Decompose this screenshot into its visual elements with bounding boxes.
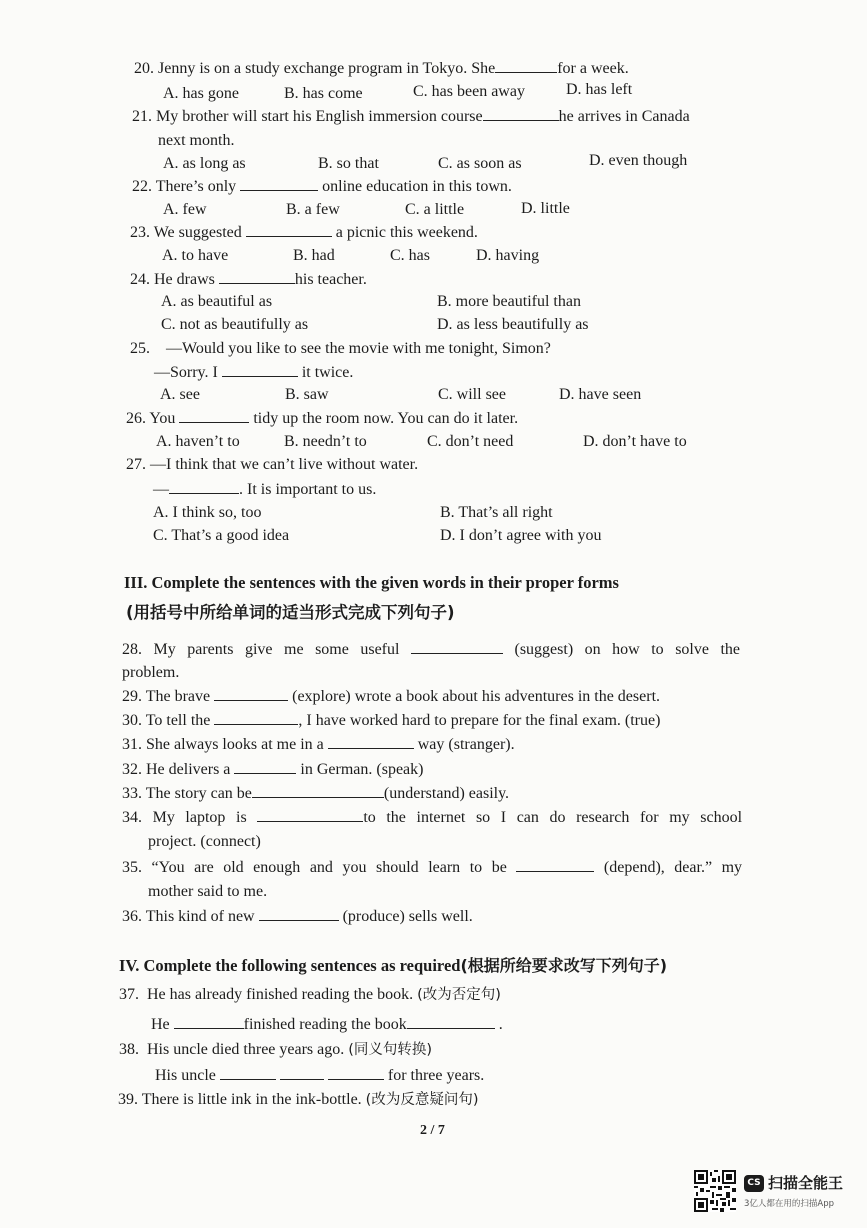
question-29 (122, 686, 660, 707)
question-instruction: (同义句转换) (348, 1042, 433, 1058)
question-27 (126, 455, 418, 475)
section-3-instruction: (用括号中所给单词的适当形式完成下列句子) (126, 603, 455, 622)
question-text-cont: next month. (158, 132, 235, 149)
option-d: D. little (521, 200, 570, 217)
option-d: D. don’t have to (583, 433, 687, 450)
question-text: The brave (145, 688, 211, 705)
answer-blank[interactable] (257, 807, 363, 822)
question-text: His uncle (155, 1067, 216, 1084)
question-number: 30. (122, 712, 142, 729)
answer-blank[interactable] (252, 783, 384, 798)
question-25-reply (154, 362, 353, 383)
option-b: B. had (293, 247, 335, 264)
question-text: , I have worked hard to prepare for the final exam. (true) (298, 712, 661, 729)
question-text: . (498, 1016, 503, 1033)
answer-blank[interactable] (328, 1065, 384, 1080)
answer-blank[interactable] (214, 686, 288, 701)
answer-blank[interactable] (516, 857, 594, 872)
question-32 (122, 759, 423, 780)
section-4-title-text: IV. Complete the following sentences as required (119, 956, 461, 975)
app-name: 扫描全能王 (768, 1174, 844, 1192)
question-text: (suggest) on how to solve the (514, 641, 741, 658)
option-a: A. see (160, 386, 200, 403)
question-26 (126, 408, 518, 429)
question-23 (130, 222, 478, 243)
option-d: D. even though (589, 152, 688, 169)
question-39 (118, 1090, 479, 1110)
question-text: My parents give me some useful (153, 641, 400, 658)
question-number: 20. (134, 60, 154, 77)
answer-blank[interactable] (219, 269, 295, 284)
question-number: 34. (122, 809, 142, 826)
answer-blank[interactable] (411, 639, 503, 654)
answer-blank[interactable] (214, 710, 298, 725)
question-33 (122, 783, 509, 804)
question-text: (depend), dear.” my (603, 859, 743, 876)
option-c: C. not as beautifully as (161, 316, 309, 333)
option-a: A. as long as (163, 155, 246, 172)
question-text: — (153, 481, 169, 498)
question-25 (130, 339, 551, 359)
question-text: tidy up the room now. You can do it later. (253, 410, 519, 427)
answer-blank[interactable] (169, 479, 239, 494)
question-text: He (151, 1016, 170, 1033)
answer-blank[interactable] (328, 734, 414, 749)
question-instruction: (改为反意疑问句) (365, 1092, 479, 1108)
question-number: 28. (122, 641, 142, 658)
option-a: A. few (163, 201, 207, 218)
question-text: —I think that we can’t live without water. (150, 456, 419, 473)
question-text: He draws (154, 271, 215, 288)
option-d: D. have seen (559, 386, 642, 403)
page-number: 2 / 7 (420, 1123, 445, 1138)
question-text: it twice. (301, 364, 354, 381)
question-text: (understand) easily. (383, 785, 510, 802)
option-d: D. I don’t agree with you (440, 527, 602, 544)
question-text: in German. (speak) (300, 761, 424, 778)
question-21 (132, 106, 690, 127)
section-4-title (119, 955, 667, 977)
question-number: 36. (122, 908, 142, 925)
question-text: There is little ink in the ink-bottle. (141, 1091, 362, 1108)
answer-blank[interactable] (246, 222, 332, 237)
option-c: C. a little (405, 201, 465, 218)
question-36 (122, 906, 473, 927)
question-text-cont: problem. (122, 664, 180, 681)
question-text: (produce) sells well. (342, 908, 473, 925)
question-text: way (stranger). (417, 736, 515, 753)
option-d: D. as less beautifully as (437, 316, 589, 333)
question-30 (122, 710, 660, 731)
question-number: 23. (130, 224, 150, 241)
question-text: (explore) wrote a book about his adventures in the desert. (292, 688, 661, 705)
question-text: he arrives in Canada (558, 108, 690, 125)
question-number: 29. (122, 688, 142, 705)
question-text: online education in this town. (322, 178, 512, 195)
question-text: My brother will start his English immersion course (156, 108, 483, 125)
option-a: A. to have (162, 247, 229, 264)
question-text: To tell the (145, 712, 211, 729)
question-text: There’s only (155, 178, 237, 195)
question-38-answer (155, 1065, 484, 1086)
option-d: D. having (476, 247, 540, 264)
answer-blank[interactable] (179, 408, 249, 423)
question-text: This kind of new (145, 908, 255, 925)
question-37-answer (151, 1014, 503, 1035)
option-b: B. a few (286, 201, 340, 218)
option-c: C. will see (438, 386, 506, 403)
question-text-cont: mother said to me. (148, 883, 268, 900)
question-text: The story can be (145, 785, 252, 802)
question-number: 24. (130, 271, 150, 288)
question-number: 33. (122, 785, 142, 802)
option-a: A. haven’t to (156, 433, 240, 450)
question-text: My laptop is (152, 809, 247, 826)
question-text: He has already finished reading the book. (147, 986, 414, 1003)
answer-blank[interactable] (174, 1014, 244, 1029)
option-b: B. saw (285, 386, 329, 403)
question-number: 31. (122, 736, 142, 753)
question-text: We suggested (153, 224, 242, 241)
question-27-reply (153, 479, 376, 500)
question-text: a picnic this weekend. (335, 224, 478, 241)
question-number: 35. (122, 859, 142, 876)
option-c: C. as soon as (438, 155, 522, 172)
scanner-watermark (694, 1170, 854, 1216)
option-a: A. has gone (163, 85, 239, 102)
question-number: 38. (119, 1041, 139, 1058)
section-3-title: III. Complete the sentences with the given words in their proper forms (124, 573, 619, 592)
answer-blank[interactable] (259, 906, 339, 921)
question-31 (122, 734, 515, 755)
option-c: C. has been away (413, 83, 525, 100)
question-text-cont: project. (connect) (148, 833, 261, 850)
question-22 (132, 176, 512, 197)
question-35 (122, 857, 742, 878)
question-number: 22. (132, 178, 152, 195)
question-text: for three years. (387, 1067, 485, 1084)
answer-blank[interactable] (483, 106, 559, 121)
question-text: She always looks at me in a (146, 736, 324, 753)
question-24 (130, 269, 367, 290)
option-a: A. I think so, too (153, 504, 262, 521)
question-number: 27. (126, 456, 146, 473)
question-number: 26. (126, 410, 146, 427)
question-38 (119, 1040, 432, 1060)
question-text: for a week. (557, 60, 629, 77)
question-number: 21. (132, 108, 152, 125)
question-34 (122, 807, 742, 828)
app-tagline: 3亿人都在用的扫描App (744, 1199, 835, 1209)
question-37 (119, 985, 501, 1005)
option-d: D. has left (566, 81, 633, 98)
question-text: He delivers a (146, 761, 231, 778)
question-text: “You are old enough and you should learn to be (151, 859, 507, 876)
question-text: finished reading the book (243, 1016, 407, 1033)
answer-blank[interactable] (234, 759, 296, 774)
question-20 (134, 58, 629, 79)
question-text: —Sorry. I (154, 364, 218, 381)
question-text: . It is important to us. (239, 481, 377, 498)
qr-code-icon (694, 1170, 736, 1212)
answer-blank[interactable] (280, 1065, 324, 1080)
answer-blank[interactable] (220, 1065, 276, 1080)
question-number: 39. (118, 1091, 138, 1108)
answer-blank[interactable] (222, 362, 298, 377)
option-b: B. so that (318, 155, 379, 172)
option-b: B. more beautiful than (437, 293, 581, 310)
question-28 (122, 639, 740, 660)
question-text: His uncle died three years ago. (147, 1041, 345, 1058)
option-a: A. as beautiful as (161, 293, 273, 310)
answer-blank[interactable] (407, 1014, 495, 1029)
answer-blank[interactable] (240, 176, 318, 191)
question-number: 32. (122, 761, 142, 778)
question-text: his teacher. (294, 271, 367, 288)
option-c: C. has (390, 247, 430, 264)
question-instruction: (改为否定句) (417, 987, 501, 1003)
answer-blank[interactable] (495, 58, 557, 73)
question-text: You (149, 410, 176, 427)
question-text: to the internet so I can do research for my school (363, 809, 743, 826)
option-b: B. needn’t to (284, 433, 367, 450)
section-4-instruction: (根据所给要求改写下列句子) (460, 956, 668, 975)
option-c: C. That’s a good idea (153, 527, 290, 544)
option-b: B. has come (284, 85, 363, 102)
option-b: B. That’s all right (440, 504, 553, 521)
question-text: —Would you like to see the movie with me tonight, Simon? (166, 340, 551, 357)
question-number: 25. (130, 340, 150, 357)
option-c: C. don’t need (427, 433, 514, 450)
question-text: Jenny is on a study exchange program in Tokyo. She (158, 60, 496, 77)
camscanner-logo-icon: CS (744, 1175, 764, 1192)
question-number: 37. (119, 986, 139, 1003)
